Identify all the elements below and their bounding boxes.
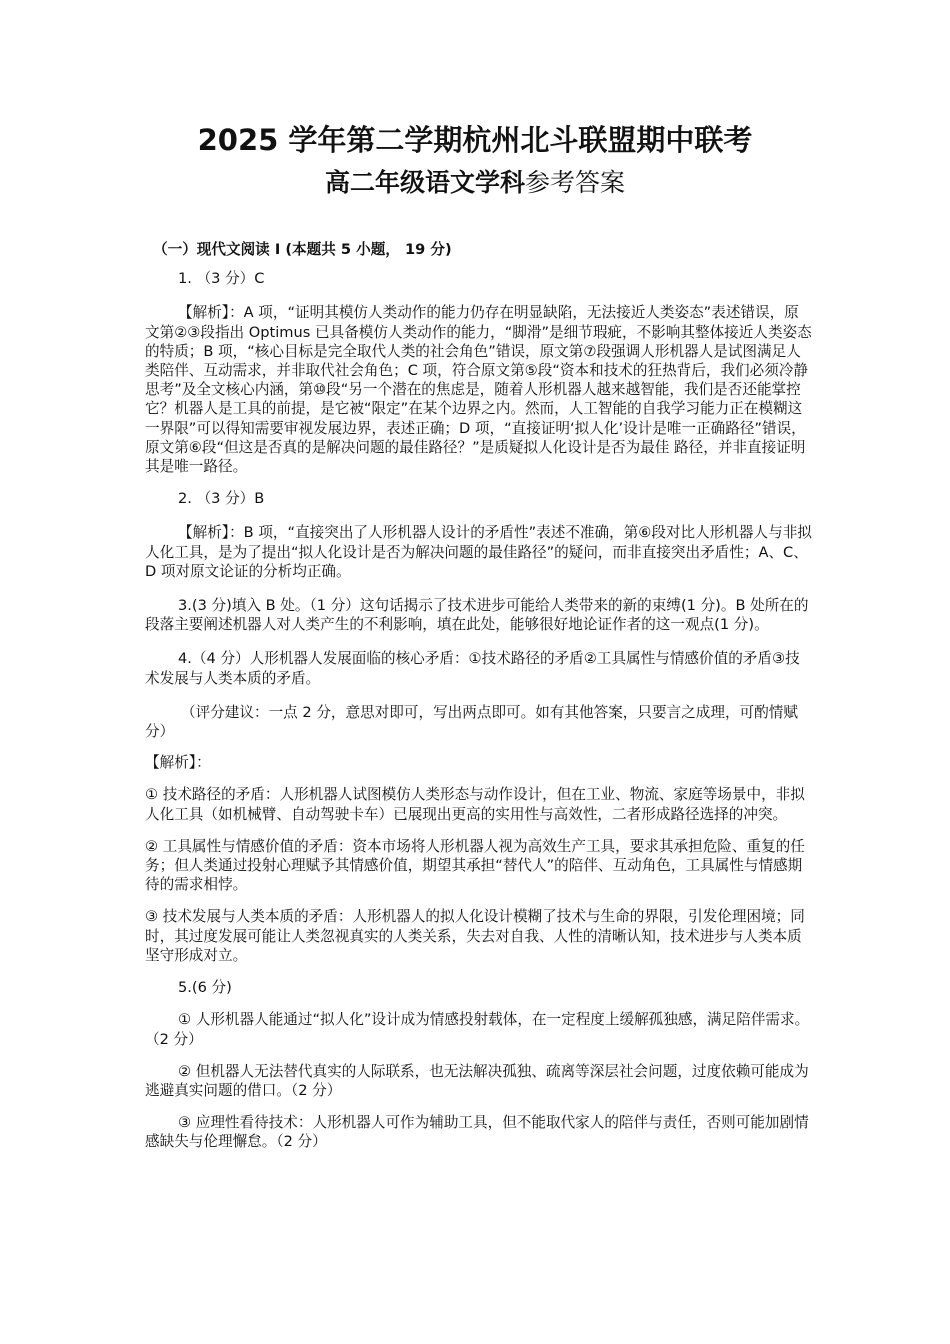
q4-point-1: ① 技术路径的矛盾：人形机器人试图模仿人类形态与动作设计，但在工业、物流、家庭等场景中，非拟人化工具（如机械臂、自动驾驶卡车）已展现出更高的实用性与高效性，二者形成路径选择的冲突。 — [145, 786, 805, 823]
q4-point-2: ② 工具属性与情感价值的矛盾：资本市场将人形机器人视为高效生产工具，要求其承担危险、重复的任务；但人类通过投射心理赋予其情感价值，期望其承担“替代人”的陪伴、互动角色，工具属性与情感期待的需求相悖。 — [145, 837, 805, 894]
q5-point-1: ① 人形机器人能通过“拟人化”设计成为情感投射载体，在一定程度上缓解孤独感，满足陪伴需求。（2 分） — [145, 1011, 810, 1048]
document-body — [145, 240, 813, 1152]
q4-scoring-note: （评分建议：一点 2 分，意思对即可，写出两点即可。如有其他答案，只要言之成理，可酌情赋分） — [145, 703, 798, 741]
q5-point-3: ③ 应理性看待技术：人形机器人可作为辅助工具，但不能取代家人的陪伴与责任，否则可能加剧情感缺失与伦理懈怠。（2 分） — [145, 1114, 809, 1151]
subtitle-answer-key: 参考答案 — [525, 168, 626, 197]
document-subtitle — [0, 167, 950, 199]
section-heading: （一）现代文阅读 Ⅰ (本题共 5 小题， 19 分) — [153, 241, 452, 258]
q4-analysis-label: 【解析】： — [145, 754, 211, 772]
q1-answer: 1. （3 分）C — [178, 270, 265, 288]
q5-point-2: ② 但机器人无法替代真实的人际联系，也无法解决孤独、疏离等深层社会问题，过度依赖可能成为逃避真实问题的借口。（2 分） — [145, 1062, 809, 1099]
subtitle-subject: 高二年级语文学科 — [324, 168, 525, 197]
q4-answer: 4.（4 分）人形机器人发展面临的核心矛盾：①技术路径的矛盾②工具属性与情感价值的矛盾③技术发展与人类本质的矛盾。 — [145, 650, 800, 687]
q1-analysis: 【解析】：A 项，“证明其模仿人类动作的能力仍存在明显缺陷，无法接近人类姿态”表述错误，原文第②③段指出 Optimus 已具备模仿人类动作的能力，“脚滑”是细节瑕疵，不影响其整体接近人类姿态的特质；B 项，“核心目标是完全取代人类的社会角色”错误，原文第⑦段强调人形机器人是试图满足人类陪伴、互动需求，并非取代社会角色；C 项，符合原文第⑤段“资本和技术的狂热背后，我们必须冷静思考”及全文核心内涵，第⑩段“另一个潜在的焦虑是，随着人形机器人越来越智能，我们是否还能掌控它？机器人是工具的前提，是它被“限定”在某个边界之内。然而，人工智能的自我学习能力正在模糊这一界限”可以得知需要审视发展边界，表述正确；D 项，“直接证明‘拟人化’设计是唯一正确路径”错误，原文第⑥段“但这是否真的是解决问题的最佳路径？”是质疑拟人化设计是否为最佳 路径，并非直接证明其是唯一路径。 — [145, 304, 812, 476]
q2-analysis: 【解析】：B 项，“直接突出了人形机器人设计的矛盾性”表述不准确，第⑥段对比人形机器人与非拟人化工具，是为了提出“拟人化设计是否为解决问题的最佳路径”的疑问，而非直接突出矛盾性；A、C、D 项对原文论证的分析均正确。 — [145, 524, 812, 580]
q5-answer: 5.(6 分) — [178, 979, 232, 997]
q4-point-3: ③ 技术发展与人类本质的矛盾：人形机器人的拟人化设计模糊了技术与生命的界限，引发伦理困境；同时，其过度发展可能让人类忽视真实的人类关系，失去对自我、人性的清晰认知，技术进步与人类本质坚守形成对立。 — [145, 908, 805, 964]
q3-answer: 3.(3 分)填入 B 处。（1 分）这句话揭示了技术进步可能给人类带来的新的束缚(1 分)。B 处所在的段落主要阐述机器人对人类产生的不利影响，填在此处，能够很好地论证作者的这一观点(1 分)。 — [145, 597, 809, 634]
q2-answer: 2. （3 分）B — [178, 490, 265, 508]
document-title: 2025 学年第二学期杭州北斗联盟期中联考 — [197, 123, 753, 157]
